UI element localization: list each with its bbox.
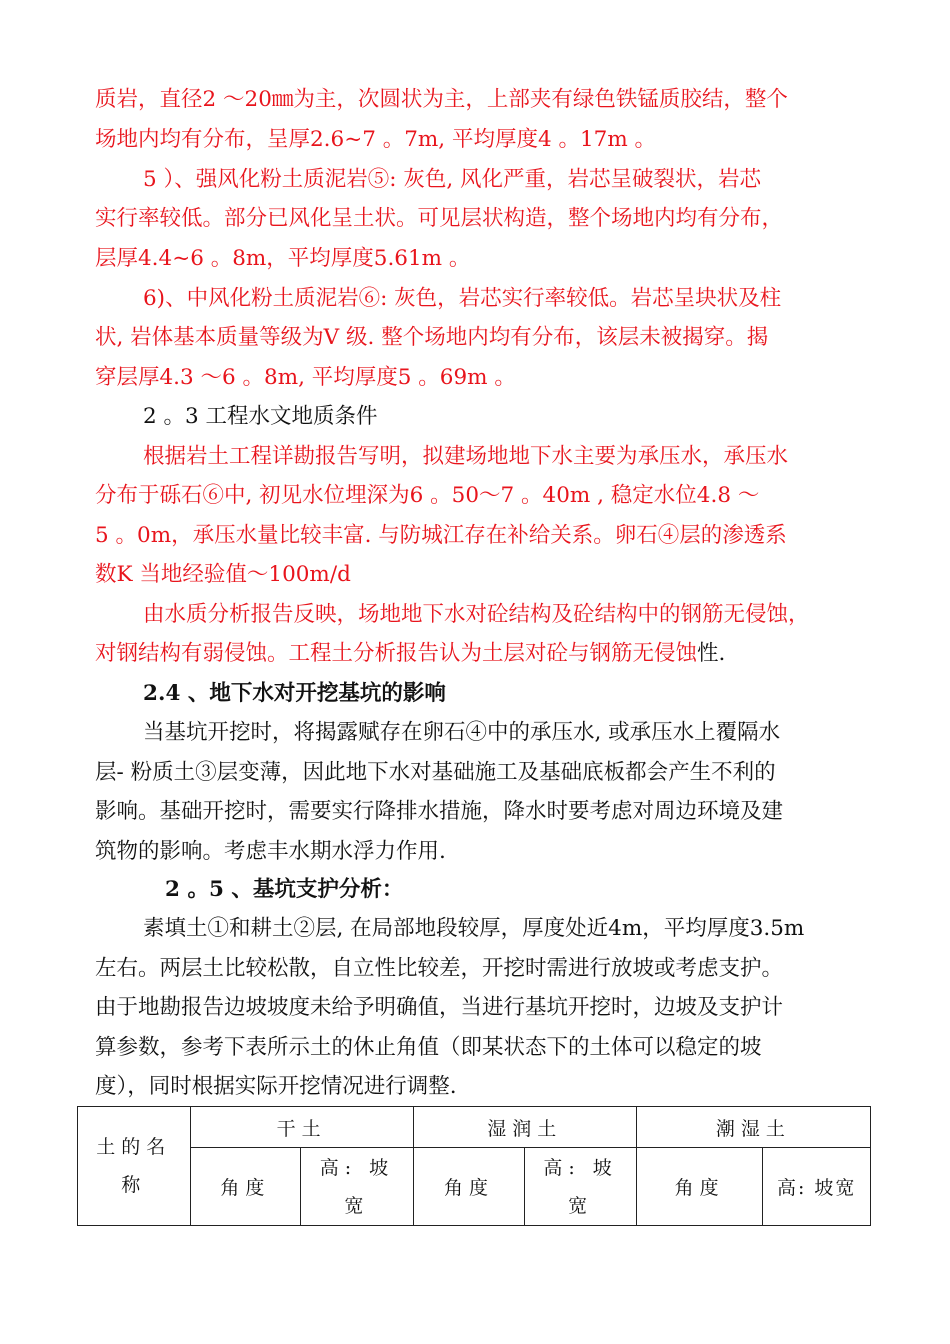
section-heading	[143, 679, 446, 709]
text-segment: 由水质分析报告反映，场地地下水对砼结构及砼结构中的钢筋无侵蚀，	[143, 602, 810, 627]
text-segment: 状, 岩体基本质量等级为V 级. 整个场地内均有分布，该层未被揭穿。揭	[95, 325, 769, 350]
table-header-wet-soil: 潮湿土	[636, 1107, 870, 1148]
text-segment: 2.4 、地下水对开挖基坑的影响	[143, 681, 446, 706]
paragraph-line	[95, 758, 776, 788]
paragraph-line	[95, 1072, 457, 1102]
table-row	[78, 1107, 871, 1148]
table-row	[78, 1148, 871, 1226]
table-header-height-slope-width: 高: 坡 宽	[301, 1148, 414, 1226]
paragraph-line	[95, 639, 725, 669]
text-segment: 影响。基础开挖时，需要实行降排水措施，降水时要考虑对周边环境及建	[95, 799, 784, 824]
paragraph-line	[143, 718, 780, 748]
paragraph-line	[143, 914, 804, 944]
table-header-dry-soil: 干土	[190, 1107, 413, 1148]
paragraph-line	[95, 204, 783, 234]
text-segment: 由于地勘报告边坡坡度未给予明确值，当进行基坑开挖时，边坡及支护计	[95, 995, 784, 1020]
paragraph-line	[95, 837, 446, 867]
soil-repose-angle-table	[77, 1106, 871, 1226]
text-segment: 素填土①和耕土②层, 在局部地段较厚，厚度处近4m，平均厚度3.5m	[143, 916, 805, 941]
paragraph-line	[95, 323, 768, 353]
table-header-soil-name: 土的名 称	[78, 1107, 191, 1226]
paragraph-line	[95, 993, 783, 1023]
text-segment: 左右。两层土比较松散，自立性比较差，开挖时需进行放坡或考虑支护。	[95, 956, 784, 981]
text-segment: 度），同时根据实际开挖情况进行调整.	[95, 1074, 457, 1099]
text-segment: 分布于砾石⑥中, 初见水位埋深为6 。50～7 。40m , 稳定水位4.8 ～	[95, 483, 760, 508]
text-segment: 场地内均有分布，呈厚2.6~7 。7m, 平均厚度4 。17m 。	[95, 127, 657, 152]
text-segment: 对钢结构有弱侵蚀。工程土分析报告认为土层对砼与钢筋无侵蚀	[95, 641, 698, 666]
table-header-height-slope-width: 高: 坡宽	[763, 1148, 871, 1226]
paragraph-line	[143, 442, 788, 472]
section-heading	[165, 875, 403, 905]
paragraph-line	[95, 363, 516, 393]
text-segment: 根据岩土工程详勘报告写明，拟建场地地下水主要为承压水，承压水	[143, 444, 789, 469]
paragraph-line	[143, 165, 761, 195]
text-segment: 质岩，直径2 ～20㎜为主，次圆状为主，上部夹有绿色铁锰质胶结，整个	[95, 87, 788, 112]
text-segment: 2 。3 工程水文地质条件	[143, 404, 378, 429]
section-heading	[143, 402, 378, 432]
text-segment: 当基坑开挖时，将揭露赋存在卵石④中的承压水, 或承压水上覆隔水	[143, 720, 781, 745]
text-segment: 5 ）、强风化粉土质泥岩⑤: 灰色, 风化严重，岩芯呈破裂状，岩芯	[143, 167, 762, 192]
table-header-angle: 角度	[636, 1148, 762, 1226]
paragraph-line	[143, 284, 781, 314]
paragraph-line	[95, 797, 783, 827]
paragraph-line	[95, 85, 788, 115]
text-segment: 层厚4.4~6 。8m，平均厚度5.61m 。	[95, 246, 471, 271]
text-segment: 实行率较低。部分已风化呈土状。可见层状构造，整个场地内均有分布，	[95, 206, 784, 231]
text-segment: 数K 当地经验值～100m/d	[95, 562, 351, 587]
paragraph-line	[95, 521, 787, 551]
table-header-moist-soil: 湿润土	[413, 1107, 636, 1148]
paragraph-line	[95, 1033, 762, 1063]
table-header-angle: 角度	[190, 1148, 301, 1226]
paragraph-line	[95, 560, 351, 590]
text-segment: 2 。5 、基坑支护分析：	[165, 877, 404, 902]
text-segment: 算参数，参考下表所示土的休止角值（即某状态下的土体可以稳定的坡	[95, 1035, 762, 1060]
text-segment: 5 。0m，承压水量比较丰富. 与防城江存在补给关系。卵石④层的渗透系	[95, 523, 787, 548]
paragraph-line	[95, 954, 783, 984]
text-segment: 筑物的影响。考虑丰水期水浮力作用.	[95, 839, 446, 864]
table-header-height-slope-width: 高: 坡 宽	[525, 1148, 637, 1226]
text-segment: 穿层厚4.3 ～6 。8m, 平均厚度5 。69m 。	[95, 365, 516, 390]
paragraph-line	[143, 600, 810, 630]
text-segment: 性.	[697, 641, 726, 666]
paragraph-line	[95, 125, 656, 155]
text-segment: 6)、中风化粉土质泥岩⑥: 灰色，岩芯实行率较低。岩芯呈块状及柱	[143, 286, 782, 311]
paragraph-line	[95, 244, 470, 274]
text-segment: 层- 粉质土③层变薄，因此地下水对基础施工及基础底板都会产生不利的	[95, 760, 776, 785]
table-header-angle: 角度	[413, 1148, 525, 1226]
paragraph-line	[95, 481, 759, 511]
